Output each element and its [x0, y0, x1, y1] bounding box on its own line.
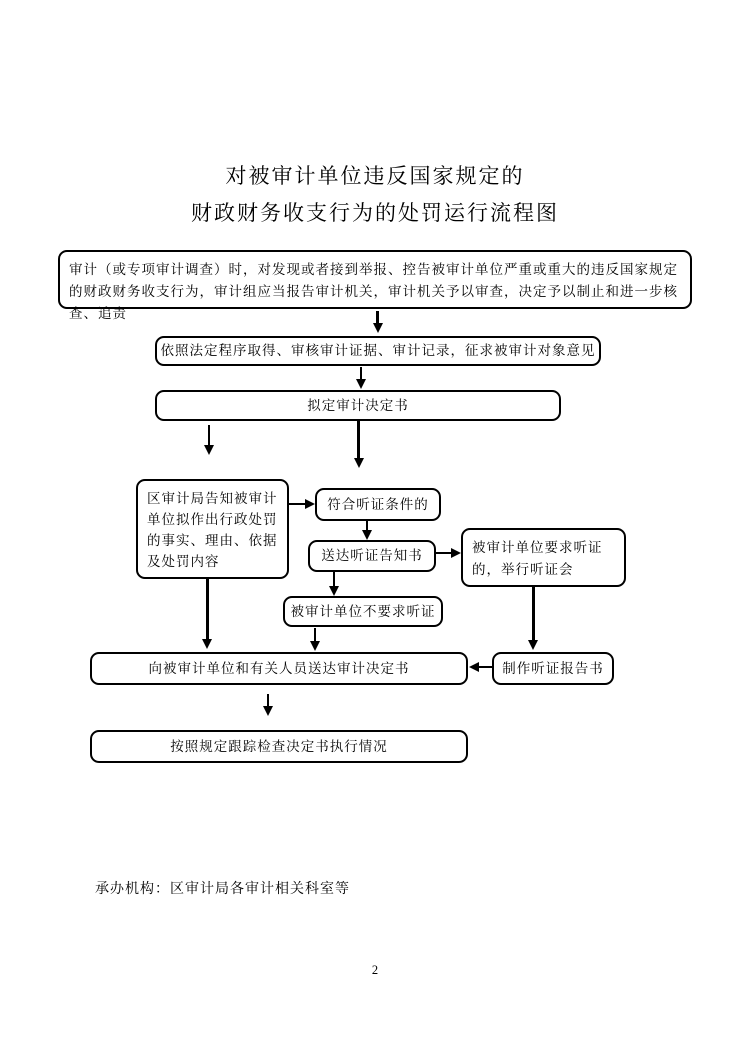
node-deliver-decision: 向被审计单位和有关人员送达审计决定书: [90, 652, 468, 685]
page-title-line2: 财政财务收支行为的处罚运行流程图: [191, 201, 559, 225]
node-obtain-evidence: 依照法定程序取得、审核审计证据、审计记录，征求被审计对象意见: [155, 336, 601, 366]
arrow-audit-report-to-obtain-evidence: [376, 311, 379, 324]
node-notify-penalty: 区审计局告知被审计单位拟作出行政处罚的事实、理由、依据及处罚内容: [136, 479, 289, 579]
page-title-line1: 对被审计单位违反国家规定的: [225, 164, 525, 188]
arrow-notify-penalty-to-deliver-decision: [206, 579, 209, 640]
node-meets-hearing-conditions: 符合听证条件的: [315, 488, 441, 521]
page-number: 2: [371, 963, 379, 977]
arrow-draft-decision-to-hearing-conditions: [357, 421, 360, 459]
undertaking-agency-note: 承办机构：区审计局各审计相关科室等: [95, 882, 350, 897]
arrow-obtain-evidence-to-draft-decision: [360, 367, 362, 380]
node-hearing-not-requested: 被审计单位不要求听证: [283, 596, 443, 627]
node-audit-report: 审计（或专项审计调查）时，对发现或者接到举报、控告被审计单位严重或重大的违反国家规定的财政财务收支行为，审计组应当报告审计机关，审计机关予以审查，决定予以制止和进一步核查、追责: [58, 250, 692, 309]
node-hearing-report: 制作听证报告书: [492, 652, 614, 685]
arrow-notify-penalty-to-hearing-conditions: [289, 503, 306, 505]
arrow-hearing-requested-to-hearing-report: [532, 587, 535, 641]
arrow-deliver-notice-to-hearing-not-requested: [333, 572, 335, 587]
node-track-execution: 按照规定跟踪检查决定书执行情况: [90, 730, 468, 763]
arrow-deliver-notice-to-hearing-requested: [436, 552, 452, 554]
node-hearing-requested: 被审计单位要求听证的，举行听证会: [461, 528, 626, 587]
arrow-hearing-conditions-to-deliver-notice: [366, 521, 368, 531]
arrow-draft-decision-to-notify-penalty: [208, 425, 210, 446]
arrow-hearing-report-to-deliver-decision: [478, 666, 492, 668]
node-draft-decision: 拟定审计决定书: [155, 390, 561, 421]
arrow-hearing-not-requested-to-deliver-decision: [314, 628, 316, 642]
node-deliver-hearing-notice: 送达听证告知书: [308, 540, 436, 572]
arrow-deliver-decision-to-track-execution: [267, 694, 269, 707]
